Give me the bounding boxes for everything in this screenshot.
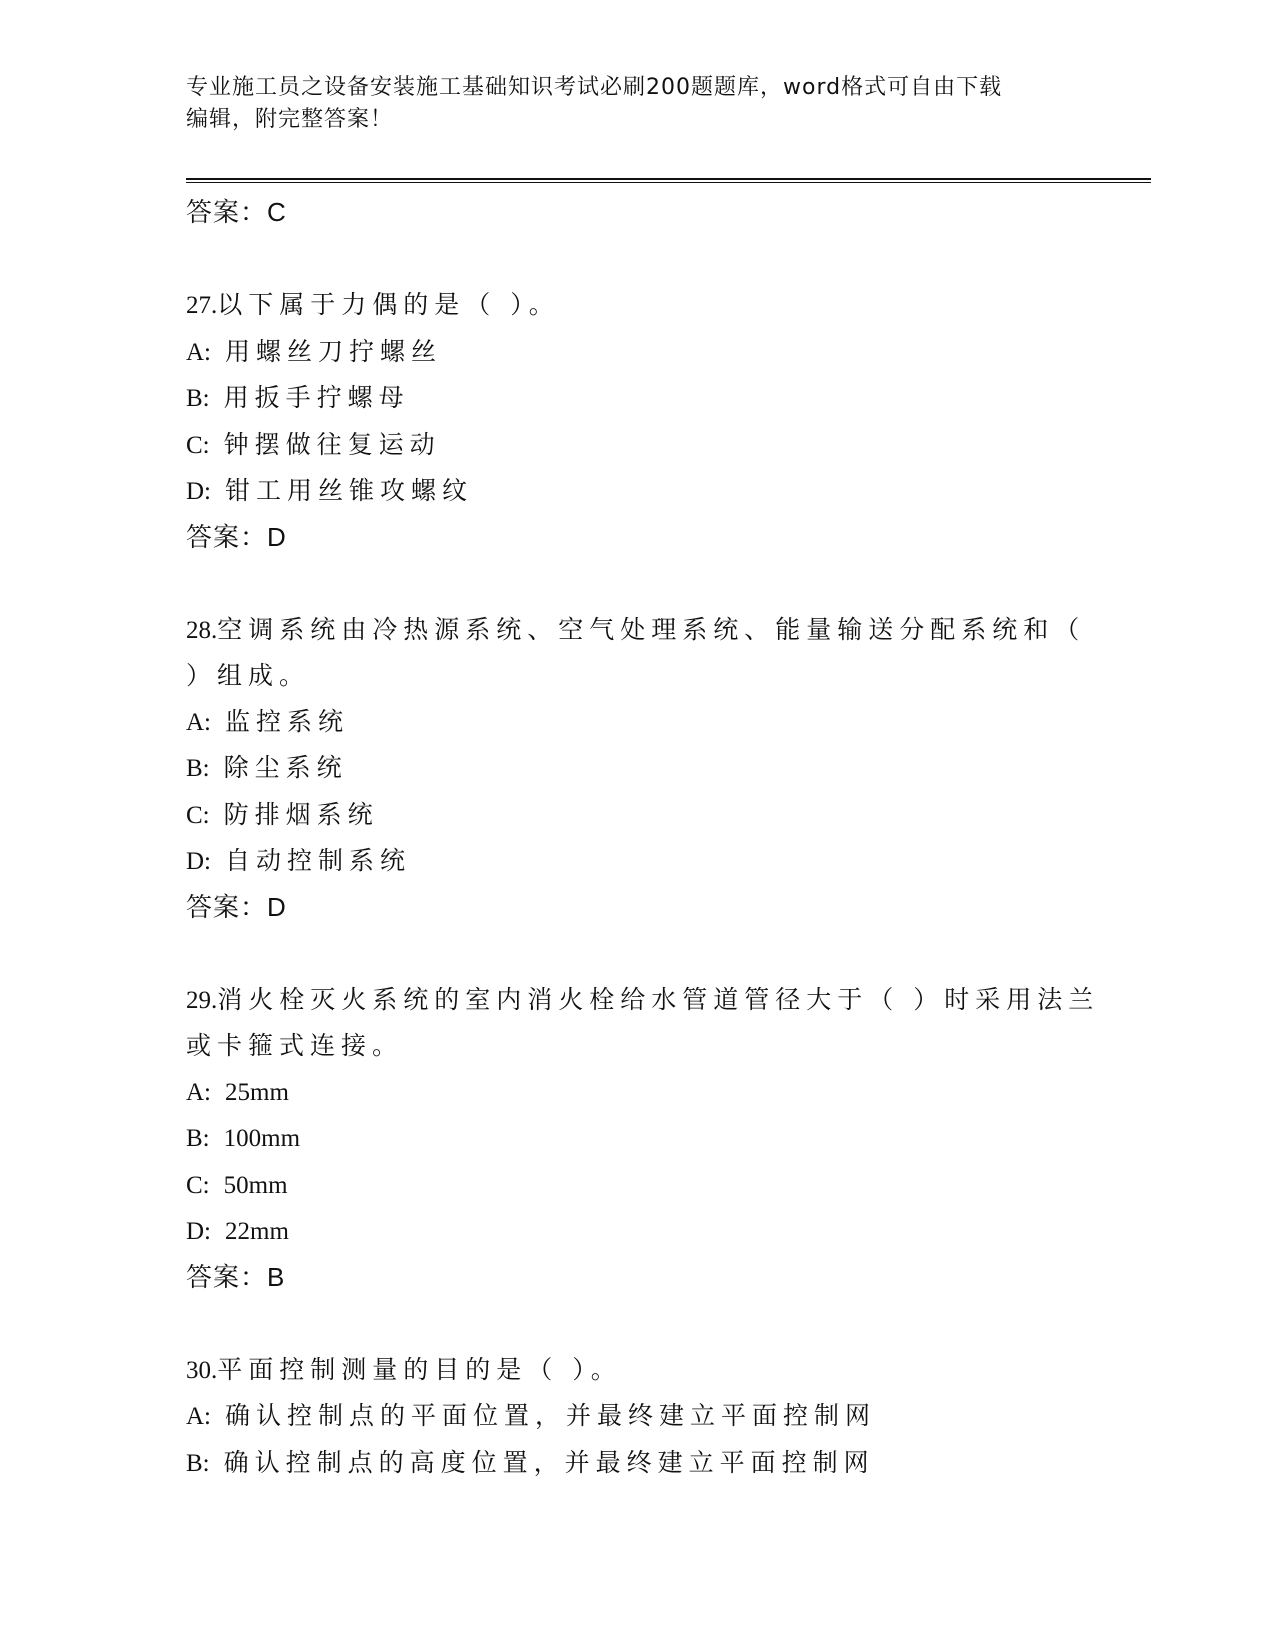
option-text: 100mm [223, 1125, 301, 1152]
option-label: D: [186, 1218, 211, 1245]
option-label: C: [186, 801, 210, 829]
header-divider [186, 178, 1151, 183]
previous-answer [186, 190, 1086, 237]
question-number: 28. [186, 616, 218, 644]
option-a [186, 699, 1086, 746]
answer [186, 885, 1086, 932]
option-label: D: [186, 848, 211, 875]
question-list [186, 190, 1100, 1486]
answer-label: 答案： [186, 522, 268, 553]
option-text: 除尘系统 [223, 753, 348, 782]
option-label: D: [186, 478, 211, 505]
option-label: A: [186, 1078, 211, 1106]
option-label: A: [186, 708, 211, 736]
option-b [186, 1440, 1086, 1487]
option-label: A: [186, 1403, 211, 1430]
option-text: 钟摆做往复运动 [223, 429, 441, 459]
question-text [186, 607, 1086, 654]
question-28 [186, 607, 1086, 932]
question-text-line: 平面控制测量的目的是（ ）。 [217, 1354, 622, 1384]
option-text: 确认控制点的平面位置，并最终建立平面控制网 [225, 1401, 877, 1430]
page-header [186, 72, 1066, 136]
question-text-continued: ）组成。 [186, 661, 311, 690]
question-27 [186, 282, 1086, 561]
answer-label: 答案： [186, 198, 268, 228]
question-text-line: 以下属于力偶的是（ ）。 [217, 290, 560, 319]
answer [186, 1255, 1086, 1302]
answer [186, 515, 1086, 562]
option-label: B: [186, 1449, 210, 1477]
option-d [186, 468, 1086, 515]
option-text: 25mm [225, 1078, 289, 1106]
option-text: 22mm [225, 1218, 289, 1245]
question-29 [186, 977, 1100, 1302]
question-number: 30. [186, 1356, 218, 1384]
answer-value: D [267, 521, 287, 552]
header-line-1: 专业施工员之设备安装施工基础知识考试必刷200题题库，word格式可自由下载 [186, 75, 1003, 100]
option-text: 自动控制系统 [225, 846, 412, 875]
option-a [186, 329, 1086, 376]
option-a [186, 1393, 1086, 1440]
option-d [186, 1208, 1086, 1255]
option-c [186, 422, 1086, 469]
option-text: 用扳手拧螺母 [223, 383, 410, 412]
question-text-continued: 或卡箍式连接。 [186, 1031, 404, 1060]
answer-label: 答案： [186, 892, 268, 923]
question-30 [186, 1347, 1086, 1487]
option-label: B: [186, 385, 210, 412]
option-d [186, 838, 1086, 885]
option-c [186, 1162, 1086, 1209]
question-text-line: 消火栓灭火系统的室内消火栓给水管道管径大于（ ）时采用法兰 [217, 984, 1100, 1014]
option-label: C: [186, 1171, 210, 1199]
answer-value: C [267, 197, 287, 227]
option-label: A: [186, 338, 211, 366]
header-line-2: 编辑，附完整答案！ [186, 107, 394, 132]
question-text-line: 空调系统由冷热源系统、空气处理系统、能量输送分配系统和（ [217, 614, 1086, 644]
answer-value: D [267, 891, 287, 922]
option-text: 监控系统 [225, 706, 350, 736]
option-b [186, 745, 1086, 792]
option-c [186, 792, 1086, 839]
option-b [186, 375, 1086, 422]
answer-value: B [267, 1261, 286, 1292]
option-text: 用螺丝刀拧螺丝 [225, 336, 443, 366]
question-text [186, 977, 1100, 1024]
option-a [186, 1069, 1086, 1116]
option-label: C: [186, 431, 210, 459]
option-b [186, 1115, 1086, 1162]
option-text: 防排烟系统 [223, 799, 379, 829]
question-text [186, 1347, 1086, 1394]
question-text [186, 282, 1066, 329]
option-text: 确认控制点的高度位置，并最终建立平面控制网 [223, 1447, 875, 1477]
option-text: 钳工用丝锥攻螺纹 [225, 476, 474, 505]
option-label: B: [186, 755, 210, 782]
question-number: 29. [186, 986, 218, 1014]
option-text: 50mm [223, 1171, 288, 1199]
option-label: B: [186, 1125, 210, 1152]
question-number: 27. [186, 292, 218, 319]
answer-label: 答案： [186, 1262, 268, 1293]
